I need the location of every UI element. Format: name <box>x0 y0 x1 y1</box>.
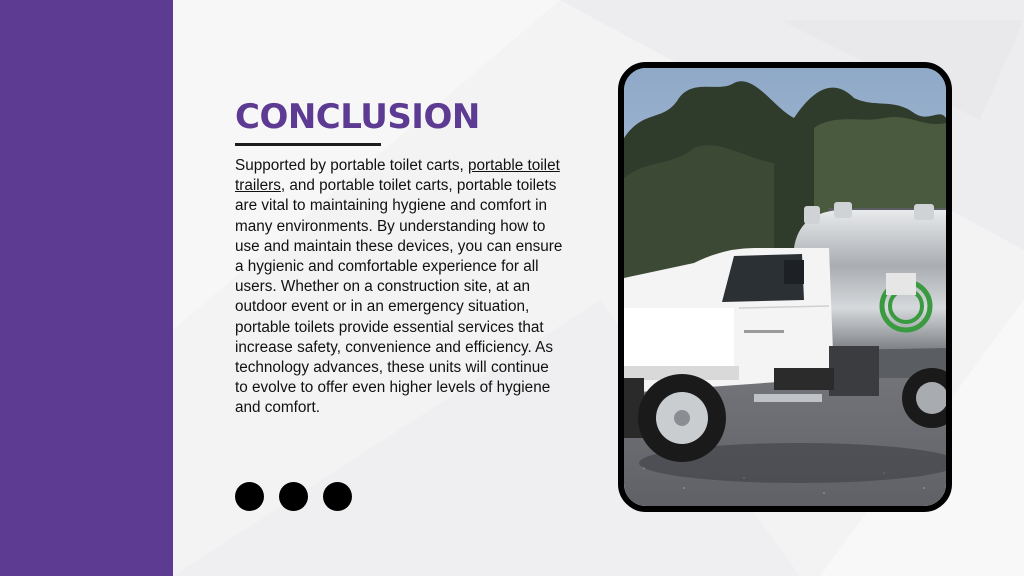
title-underline <box>235 143 381 146</box>
text-section <box>235 95 565 419</box>
body-text-start: Supported by portable toilet carts, <box>235 157 468 174</box>
truck-photo-illustration <box>624 68 946 506</box>
decorative-dots <box>235 482 352 511</box>
slide-title: CONCLUSION <box>235 97 480 137</box>
body-text-rest: , and portable toilet carts, portable toilets are vital to maintaining hygiene and comfort in many environments. By understanding how to use and maintain these devices, you can ensure a hygienic and comfortable experience for all users. Whether on a construction site, at an outdoor event or in an emergency situation, portable toilets provide essential services that increase safety, convenience and efficiency. As technology advances, these units will continue to evolve to offer even higher levels of hygiene and comfort. <box>235 177 563 417</box>
body-paragraph <box>235 156 565 419</box>
dot-3 <box>323 482 352 511</box>
truck-photo <box>618 62 952 512</box>
sidebar-accent-panel <box>0 0 173 576</box>
dot-1 <box>235 482 264 511</box>
dot-2 <box>279 482 308 511</box>
portable-toilet-trailers-link[interactable]: portable toilet trailers <box>235 157 560 195</box>
